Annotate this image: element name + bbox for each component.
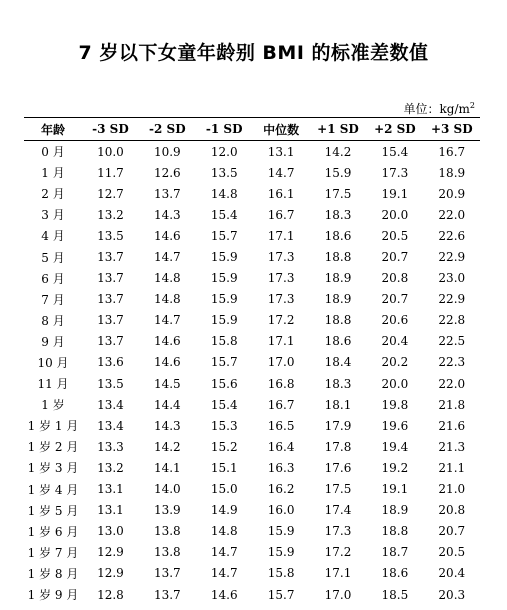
page-title: 7 岁以下女童年龄别 BMI 的标准差数值	[78, 42, 429, 64]
plus-3-sd-cell: 20.9	[438, 186, 466, 201]
plus-3-sd-cell: 22.5	[438, 334, 466, 349]
table-row	[24, 204, 480, 225]
median-cell: 16.8	[267, 376, 295, 391]
plus-2-sd-cell: 19.4	[381, 439, 409, 454]
table-row	[24, 310, 480, 331]
age-cell: 1 岁 3 月	[27, 461, 79, 476]
plus-1-sd-cell: 15.9	[324, 165, 352, 180]
table-row	[24, 352, 480, 373]
unit-exponent: 2	[469, 101, 475, 110]
plus-1-sd-cell: 17.0	[324, 587, 352, 602]
minus-1-sd-cell: 15.9	[210, 292, 238, 307]
plus-3-sd-cell: 20.5	[438, 545, 466, 560]
plus-2-sd-cell: 20.2	[381, 355, 409, 370]
median-cell: 16.7	[267, 397, 295, 412]
median-cell: 17.2	[267, 313, 295, 328]
minus-2-sd-cell: 13.7	[153, 186, 181, 201]
header-median: 中位数	[263, 122, 300, 137]
plus-1-sd-cell: 18.3	[324, 376, 352, 391]
minus-1-sd-cell: 15.4	[210, 207, 238, 222]
age-cell: 7 月	[41, 292, 65, 307]
minus-2-sd-cell: 14.0	[153, 482, 181, 497]
age-cell: 0 月	[41, 145, 65, 160]
table-row	[24, 436, 480, 457]
minus-2-sd-cell: 13.8	[153, 545, 181, 560]
plus-1-sd-cell: 18.8	[324, 250, 352, 265]
median-cell: 16.3	[267, 460, 295, 475]
plus-3-sd-cell: 21.3	[438, 439, 466, 454]
age-cell: 4 月	[41, 229, 65, 244]
median-cell: 15.8	[267, 566, 295, 581]
table-row	[24, 479, 480, 500]
table-header-row	[24, 118, 480, 141]
plus-3-sd-cell: 22.9	[438, 292, 466, 307]
plus-1-sd-cell: 17.9	[324, 418, 352, 433]
minus-3-sd-cell: 13.1	[97, 482, 124, 497]
plus-1-sd-cell: 17.3	[324, 524, 352, 539]
table-row	[24, 457, 480, 478]
minus-1-sd-cell: 14.7	[210, 545, 238, 560]
header-plus-3-sd: +3 SD	[430, 122, 473, 136]
plus-3-sd-cell: 22.8	[438, 313, 466, 328]
median-cell: 17.3	[267, 292, 295, 307]
plus-2-sd-cell: 20.0	[381, 376, 409, 391]
minus-3-sd-cell: 13.2	[97, 460, 124, 475]
plus-2-sd-cell: 17.3	[381, 165, 409, 180]
plus-3-sd-cell: 20.3	[438, 587, 466, 602]
table-row	[24, 542, 480, 563]
plus-2-sd-cell: 19.6	[381, 418, 409, 433]
table-row	[24, 331, 480, 352]
median-cell: 16.5	[267, 418, 295, 433]
table-row	[24, 289, 480, 310]
age-cell: 1 岁 8 月	[27, 566, 79, 581]
minus-2-sd-cell: 12.6	[153, 165, 181, 180]
minus-3-sd-cell: 13.7	[97, 271, 124, 286]
minus-3-sd-cell: 13.7	[97, 334, 124, 349]
minus-2-sd-cell: 14.7	[153, 250, 181, 265]
minus-1-sd-cell: 12.0	[210, 144, 238, 159]
median-cell: 16.1	[267, 186, 295, 201]
plus-2-sd-cell: 20.0	[381, 207, 409, 222]
minus-3-sd-cell: 11.7	[97, 165, 124, 180]
minus-1-sd-cell: 15.2	[210, 439, 238, 454]
age-cell: 1 月	[41, 166, 65, 181]
minus-3-sd-cell: 12.8	[97, 587, 124, 602]
unit-label	[404, 100, 475, 117]
plus-2-sd-cell: 19.2	[381, 460, 409, 475]
plus-2-sd-cell: 19.1	[381, 186, 409, 201]
header-minus-2-sd: -2 SD	[149, 122, 186, 136]
plus-1-sd-cell: 17.5	[324, 186, 352, 201]
minus-1-sd-cell: 15.9	[210, 250, 238, 265]
minus-2-sd-cell: 14.7	[153, 313, 181, 328]
plus-3-sd-cell: 16.7	[438, 144, 466, 159]
minus-3-sd-cell: 13.2	[97, 207, 124, 222]
minus-3-sd-cell: 13.7	[97, 292, 124, 307]
plus-1-sd-cell: 17.6	[324, 460, 352, 475]
age-cell: 1 岁	[41, 398, 65, 413]
minus-3-sd-cell: 13.0	[97, 524, 124, 539]
minus-1-sd-cell: 15.8	[210, 334, 238, 349]
header-plus-2-sd: +2 SD	[374, 122, 416, 136]
minus-2-sd-cell: 14.3	[153, 207, 181, 222]
minus-3-sd-cell: 12.7	[97, 186, 124, 201]
age-cell: 3 月	[41, 208, 65, 223]
plus-1-sd-cell: 17.4	[324, 503, 352, 518]
minus-1-sd-cell: 14.8	[210, 524, 238, 539]
plus-2-sd-cell: 20.4	[381, 334, 409, 349]
median-cell: 15.9	[267, 545, 295, 560]
median-cell: 13.1	[267, 144, 295, 159]
age-cell: 11 月	[37, 377, 69, 392]
plus-3-sd-cell: 22.0	[438, 207, 466, 222]
header-minus-1-sd: -1 SD	[205, 122, 243, 136]
minus-3-sd-cell: 13.4	[97, 418, 124, 433]
age-cell: 2 月	[41, 187, 65, 202]
minus-3-sd-cell: 10.0	[97, 144, 124, 159]
plus-1-sd-cell: 18.6	[324, 228, 352, 243]
minus-3-sd-cell: 13.3	[97, 439, 124, 454]
minus-2-sd-cell: 14.5	[153, 376, 181, 391]
plus-3-sd-cell: 22.3	[438, 355, 466, 370]
table-row	[24, 141, 480, 163]
table-row	[24, 225, 480, 246]
plus-1-sd-cell: 17.8	[324, 439, 352, 454]
minus-1-sd-cell: 13.5	[210, 165, 238, 180]
plus-3-sd-cell: 22.6	[438, 228, 466, 243]
median-cell: 16.0	[267, 503, 295, 518]
median-cell: 17.1	[267, 334, 295, 349]
minus-1-sd-cell: 15.4	[210, 397, 238, 412]
plus-2-sd-cell: 20.7	[381, 250, 409, 265]
minus-1-sd-cell: 15.0	[210, 482, 238, 497]
plus-2-sd-cell: 19.8	[381, 397, 409, 412]
age-cell: 1 岁 2 月	[27, 440, 79, 455]
minus-1-sd-cell: 15.7	[210, 228, 238, 243]
plus-1-sd-cell: 18.9	[324, 271, 352, 286]
age-cell: 10 月	[37, 355, 69, 370]
plus-2-sd-cell: 20.5	[381, 228, 409, 243]
plus-1-sd-cell: 18.3	[324, 207, 352, 222]
minus-3-sd-cell: 13.5	[97, 376, 124, 391]
minus-1-sd-cell: 15.6	[210, 376, 238, 391]
plus-2-sd-cell: 20.6	[381, 313, 409, 328]
median-cell: 17.3	[267, 250, 295, 265]
minus-2-sd-cell: 14.3	[153, 418, 181, 433]
minus-1-sd-cell: 14.7	[210, 566, 238, 581]
plus-3-sd-cell: 21.1	[438, 460, 466, 475]
bmi-sd-table	[24, 117, 480, 605]
plus-2-sd-cell: 15.4	[381, 144, 409, 159]
age-cell: 1 岁 7 月	[27, 545, 79, 560]
median-cell: 16.7	[267, 207, 295, 222]
header-minus-3-sd: -3 SD	[92, 122, 129, 136]
plus-3-sd-cell: 22.0	[438, 376, 466, 391]
minus-1-sd-cell: 15.9	[210, 313, 238, 328]
age-cell: 1 岁 5 月	[27, 503, 79, 518]
table-row	[24, 521, 480, 542]
plus-1-sd-cell: 17.1	[324, 566, 352, 581]
header-plus-1-sd: +1 SD	[317, 122, 359, 136]
minus-3-sd-cell: 13.6	[97, 355, 124, 370]
median-cell: 17.3	[267, 271, 295, 286]
age-cell: 8 月	[41, 313, 65, 328]
age-cell: 1 岁 4 月	[27, 482, 79, 497]
plus-1-sd-cell: 18.4	[324, 355, 352, 370]
table-body	[24, 141, 480, 606]
age-cell: 1 岁 1 月	[27, 419, 79, 434]
table-row	[24, 500, 480, 521]
minus-3-sd-cell: 13.7	[97, 313, 124, 328]
minus-1-sd-cell: 15.3	[210, 418, 238, 433]
minus-1-sd-cell: 14.6	[210, 587, 238, 602]
minus-2-sd-cell: 14.2	[153, 439, 181, 454]
unit-prefix: 单位：	[403, 102, 440, 116]
age-cell: 9 月	[41, 334, 65, 349]
unit-base: kg/m	[439, 102, 470, 116]
table-row	[24, 162, 480, 183]
plus-2-sd-cell: 18.7	[381, 545, 409, 560]
minus-2-sd-cell: 14.8	[153, 292, 181, 307]
minus-3-sd-cell: 12.9	[97, 545, 124, 560]
table-row	[24, 563, 480, 584]
plus-3-sd-cell: 23.0	[438, 271, 466, 286]
plus-3-sd-cell: 21.8	[438, 397, 466, 412]
median-cell: 15.7	[267, 587, 295, 602]
minus-2-sd-cell: 14.1	[153, 460, 181, 475]
plus-3-sd-cell: 21.6	[438, 418, 466, 433]
age-cell: 5 月	[41, 250, 65, 265]
median-cell: 15.9	[267, 524, 295, 539]
table-row	[24, 183, 480, 204]
plus-3-sd-cell: 22.9	[438, 250, 466, 265]
plus-1-sd-cell: 14.2	[324, 144, 352, 159]
plus-2-sd-cell: 20.8	[381, 271, 409, 286]
header-age: 年龄	[40, 122, 65, 137]
minus-2-sd-cell: 13.9	[153, 503, 181, 518]
age-cell: 1 岁 6 月	[27, 524, 79, 539]
median-cell: 14.7	[267, 165, 295, 180]
minus-2-sd-cell: 14.8	[153, 271, 181, 286]
minus-1-sd-cell: 14.8	[210, 186, 238, 201]
median-cell: 17.1	[267, 228, 295, 243]
minus-3-sd-cell: 13.4	[97, 397, 124, 412]
plus-1-sd-cell: 18.1	[324, 397, 352, 412]
table-row	[24, 246, 480, 267]
minus-3-sd-cell: 13.1	[97, 503, 124, 518]
minus-3-sd-cell: 13.7	[97, 250, 124, 265]
age-cell: 1 岁 9 月	[27, 588, 79, 603]
minus-2-sd-cell: 14.6	[153, 228, 181, 243]
plus-2-sd-cell: 18.6	[381, 566, 409, 581]
plus-3-sd-cell: 18.9	[438, 165, 466, 180]
age-cell: 6 月	[41, 271, 65, 286]
table-row	[24, 415, 480, 436]
minus-3-sd-cell: 13.5	[97, 228, 124, 243]
plus-3-sd-cell: 20.8	[438, 503, 466, 518]
table-row	[24, 268, 480, 289]
plus-1-sd-cell: 18.6	[324, 334, 352, 349]
minus-2-sd-cell: 14.6	[153, 334, 181, 349]
plus-2-sd-cell: 18.5	[381, 587, 409, 602]
minus-2-sd-cell: 14.6	[153, 355, 181, 370]
minus-1-sd-cell: 15.7	[210, 355, 238, 370]
table-row	[24, 584, 480, 605]
table-row	[24, 373, 480, 394]
minus-2-sd-cell: 14.4	[153, 397, 181, 412]
minus-2-sd-cell: 13.7	[153, 566, 181, 581]
plus-1-sd-cell: 17.5	[324, 482, 352, 497]
minus-2-sd-cell: 13.7	[153, 587, 181, 602]
plus-3-sd-cell: 21.0	[438, 482, 466, 497]
plus-1-sd-cell: 18.9	[324, 292, 352, 307]
minus-1-sd-cell: 15.9	[210, 271, 238, 286]
plus-3-sd-cell: 20.7	[438, 524, 466, 539]
plus-2-sd-cell: 18.8	[381, 524, 409, 539]
median-cell: 17.0	[267, 355, 295, 370]
plus-2-sd-cell: 20.7	[381, 292, 409, 307]
plus-3-sd-cell: 20.4	[438, 566, 466, 581]
table-row	[24, 394, 480, 415]
plus-1-sd-cell: 17.2	[324, 545, 352, 560]
minus-3-sd-cell: 12.9	[97, 566, 124, 581]
plus-2-sd-cell: 19.1	[381, 482, 409, 497]
minus-1-sd-cell: 14.9	[210, 503, 238, 518]
minus-2-sd-cell: 10.9	[153, 144, 181, 159]
plus-1-sd-cell: 18.8	[324, 313, 352, 328]
plus-2-sd-cell: 18.9	[381, 503, 409, 518]
median-cell: 16.2	[267, 482, 295, 497]
minus-2-sd-cell: 13.8	[153, 524, 181, 539]
median-cell: 16.4	[267, 439, 295, 454]
minus-1-sd-cell: 15.1	[210, 460, 238, 475]
